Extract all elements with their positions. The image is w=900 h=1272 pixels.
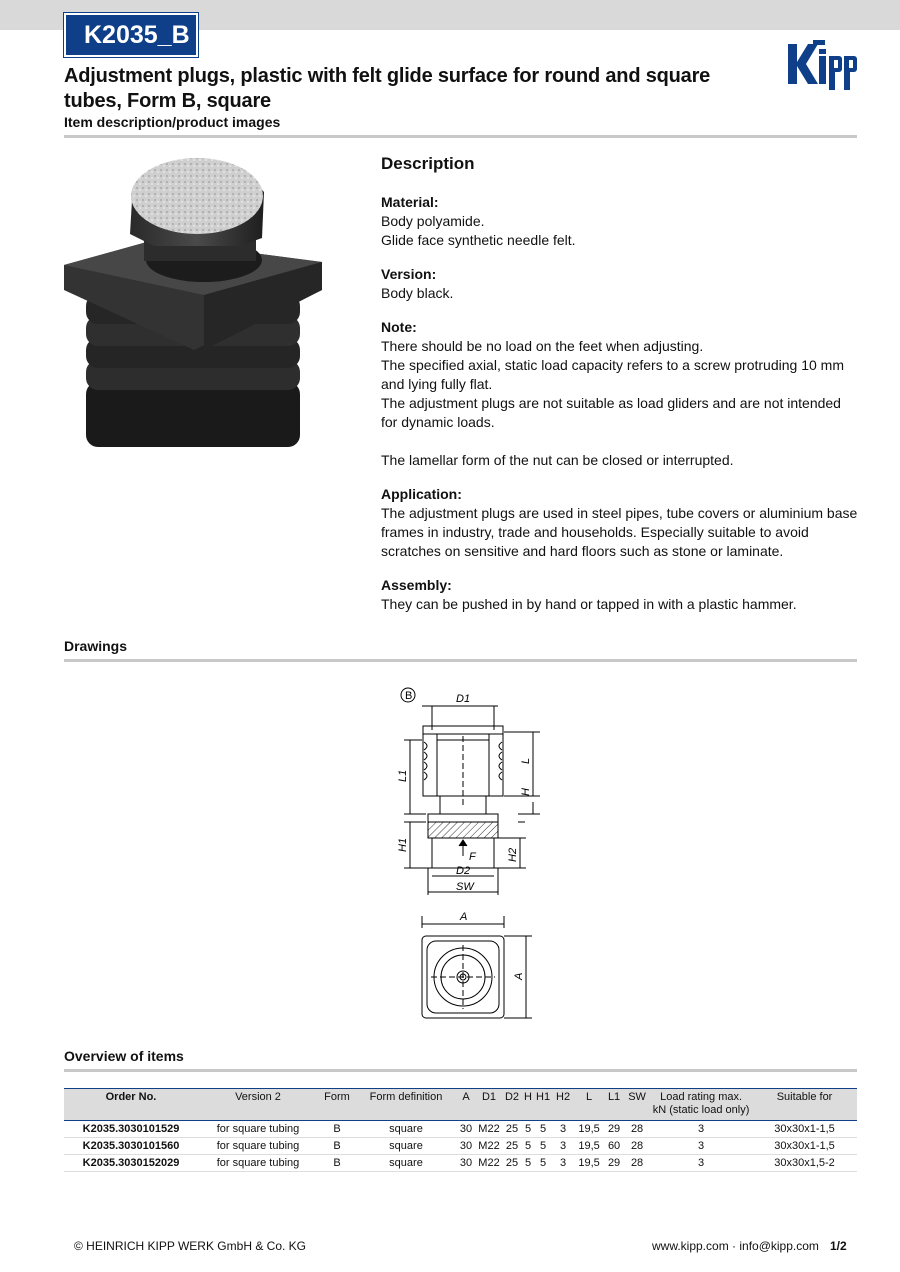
version-block	[381, 265, 861, 303]
description-heading: Description	[381, 154, 475, 173]
table-cell: B	[318, 1138, 356, 1155]
table-cell: 3	[552, 1138, 574, 1155]
dim-d2: D2	[456, 865, 471, 877]
table-cell: 3	[650, 1121, 752, 1138]
divider	[64, 1069, 857, 1072]
dim-l1: L1	[397, 769, 409, 782]
dim-h1: H1	[397, 837, 409, 852]
col-form: Form	[318, 1089, 356, 1121]
table-cell: for square tubing	[198, 1138, 318, 1155]
table-cell: 3	[552, 1121, 574, 1138]
col-suitable-for: Suitable for	[752, 1089, 857, 1121]
table-header-row	[64, 1089, 857, 1121]
table-cell: 5	[522, 1138, 534, 1155]
table-cell: 30	[456, 1138, 476, 1155]
table-cell: 19,5	[574, 1121, 604, 1138]
form-marker: B	[405, 690, 413, 702]
table-cell: 30x30x1,5-2	[752, 1155, 857, 1172]
material-line: Body polyamide.	[381, 213, 485, 229]
overview-label: Overview of items	[64, 1048, 184, 1064]
table-cell: 19,5	[574, 1155, 604, 1172]
application-label: Application:	[381, 486, 462, 502]
order-no-cell: K2035.3030152029	[64, 1155, 198, 1172]
table-cell: square	[356, 1155, 456, 1172]
page-title: Adjustment plugs, plastic with felt glide surface for round and square tubes, Form B, square	[64, 65, 711, 112]
col-form-definition: Form definition	[356, 1089, 456, 1121]
table-cell: 19,5	[574, 1138, 604, 1155]
assembly-text: They can be pushed in by hand or tapped in with a plastic hammer.	[381, 596, 797, 612]
col-l1: L1	[604, 1089, 624, 1121]
product-code-badge: K2035_B	[64, 13, 198, 57]
col-sw: SW	[624, 1089, 650, 1121]
technical-drawing	[380, 680, 560, 1025]
table-cell: 28	[624, 1121, 650, 1138]
dim-l: L	[520, 757, 532, 764]
items-table	[64, 1088, 857, 1172]
table-cell: 5	[534, 1138, 552, 1155]
table-cell: 29	[604, 1155, 624, 1172]
table-cell: M22	[476, 1155, 502, 1172]
table-cell: B	[318, 1121, 356, 1138]
table-cell: 5	[522, 1121, 534, 1138]
table-cell: B	[318, 1155, 356, 1172]
table-row	[64, 1121, 857, 1138]
table-cell: for square tubing	[198, 1155, 318, 1172]
table-cell: 28	[624, 1138, 650, 1155]
col-d2: D2	[502, 1089, 522, 1121]
col-h: H	[522, 1089, 534, 1121]
note-label: Note:	[381, 319, 417, 335]
table-cell: 30	[456, 1155, 476, 1172]
note-line	[381, 432, 861, 451]
dim-h2: H2	[507, 847, 519, 862]
table-cell: M22	[476, 1138, 502, 1155]
description-section	[381, 154, 861, 629]
note-block	[381, 318, 861, 470]
table-cell: 3	[650, 1138, 752, 1155]
col-load-rating: Load rating max. kN (static load only)	[650, 1089, 752, 1121]
table-cell: 5	[534, 1155, 552, 1172]
product-image	[64, 150, 324, 455]
footer-contact: www.kipp.com · info@kipp.com	[652, 1239, 819, 1253]
table-cell: 3	[650, 1155, 752, 1172]
col-version: Version 2	[198, 1089, 318, 1121]
col-h2: H2	[552, 1089, 574, 1121]
table-cell: M22	[476, 1121, 502, 1138]
table-cell: 25	[502, 1155, 522, 1172]
col-l: L	[574, 1089, 604, 1121]
dim-sw: SW	[456, 881, 474, 893]
footer-copyright: © HEINRICH KIPP WERK GmbH & Co. KG	[74, 1239, 306, 1253]
page-number: 1/2	[830, 1239, 847, 1253]
table-cell: square	[356, 1138, 456, 1155]
table-cell: 25	[502, 1138, 522, 1155]
col-a: A	[456, 1089, 476, 1121]
note-line: The specified axial, static load capacity refers to a screw protruding 10 mm and lying fully flat.	[381, 357, 844, 392]
order-no-cell: K2035.3030101560	[64, 1138, 198, 1155]
order-no-cell: K2035.3030101529	[64, 1121, 198, 1138]
assembly-block	[381, 576, 861, 614]
assembly-label: Assembly:	[381, 577, 452, 593]
material-block	[381, 193, 861, 250]
table-cell: for square tubing	[198, 1121, 318, 1138]
divider	[64, 659, 857, 662]
table-cell: 28	[624, 1155, 650, 1172]
material-label: Material:	[381, 194, 439, 210]
dim-a-top: A	[460, 911, 468, 923]
dim-f: F	[469, 851, 476, 863]
table-cell: 5	[522, 1155, 534, 1172]
page-subtitle: Item description/product images	[64, 114, 281, 130]
application-text: The adjustment plugs are used in steel pipes, tube covers or aluminium base frames in industry, trade and households. Especially suitable to avoid scratches on sensitive and hard floors such as stone or laminate.	[381, 505, 858, 559]
col-order-no: Order No.	[64, 1089, 198, 1121]
note-line: There should be no load on the feet when adjusting.	[381, 338, 704, 354]
table-cell: 5	[534, 1121, 552, 1138]
note-line: The adjustment plugs are not suitable as load gliders and are not intended for dynamic loads.	[381, 395, 841, 430]
col-d1: D1	[476, 1089, 502, 1121]
table-row	[64, 1155, 857, 1172]
version-line: Body black.	[381, 285, 454, 301]
dim-d1: D1	[456, 693, 471, 705]
table-cell: square	[356, 1121, 456, 1138]
table-cell: 30x30x1-1,5	[752, 1138, 857, 1155]
material-line: Glide face synthetic needle felt.	[381, 232, 576, 248]
table-cell: 30x30x1-1,5	[752, 1121, 857, 1138]
divider	[64, 135, 857, 138]
col-h1: H1	[534, 1089, 552, 1121]
kipp-logo	[784, 38, 860, 92]
table-cell: 25	[502, 1121, 522, 1138]
drawings-label: Drawings	[64, 638, 128, 654]
version-label: Version:	[381, 266, 437, 282]
table-cell: 30	[456, 1121, 476, 1138]
dim-a-side: A	[513, 972, 525, 980]
dim-h: H	[520, 788, 532, 796]
table-row	[64, 1138, 857, 1155]
table-cell: 29	[604, 1121, 624, 1138]
table-cell: 3	[552, 1155, 574, 1172]
note-line: The lamellar form of the nut can be closed or interrupted.	[381, 452, 734, 468]
application-block	[381, 485, 861, 561]
table-cell: 60	[604, 1138, 624, 1155]
